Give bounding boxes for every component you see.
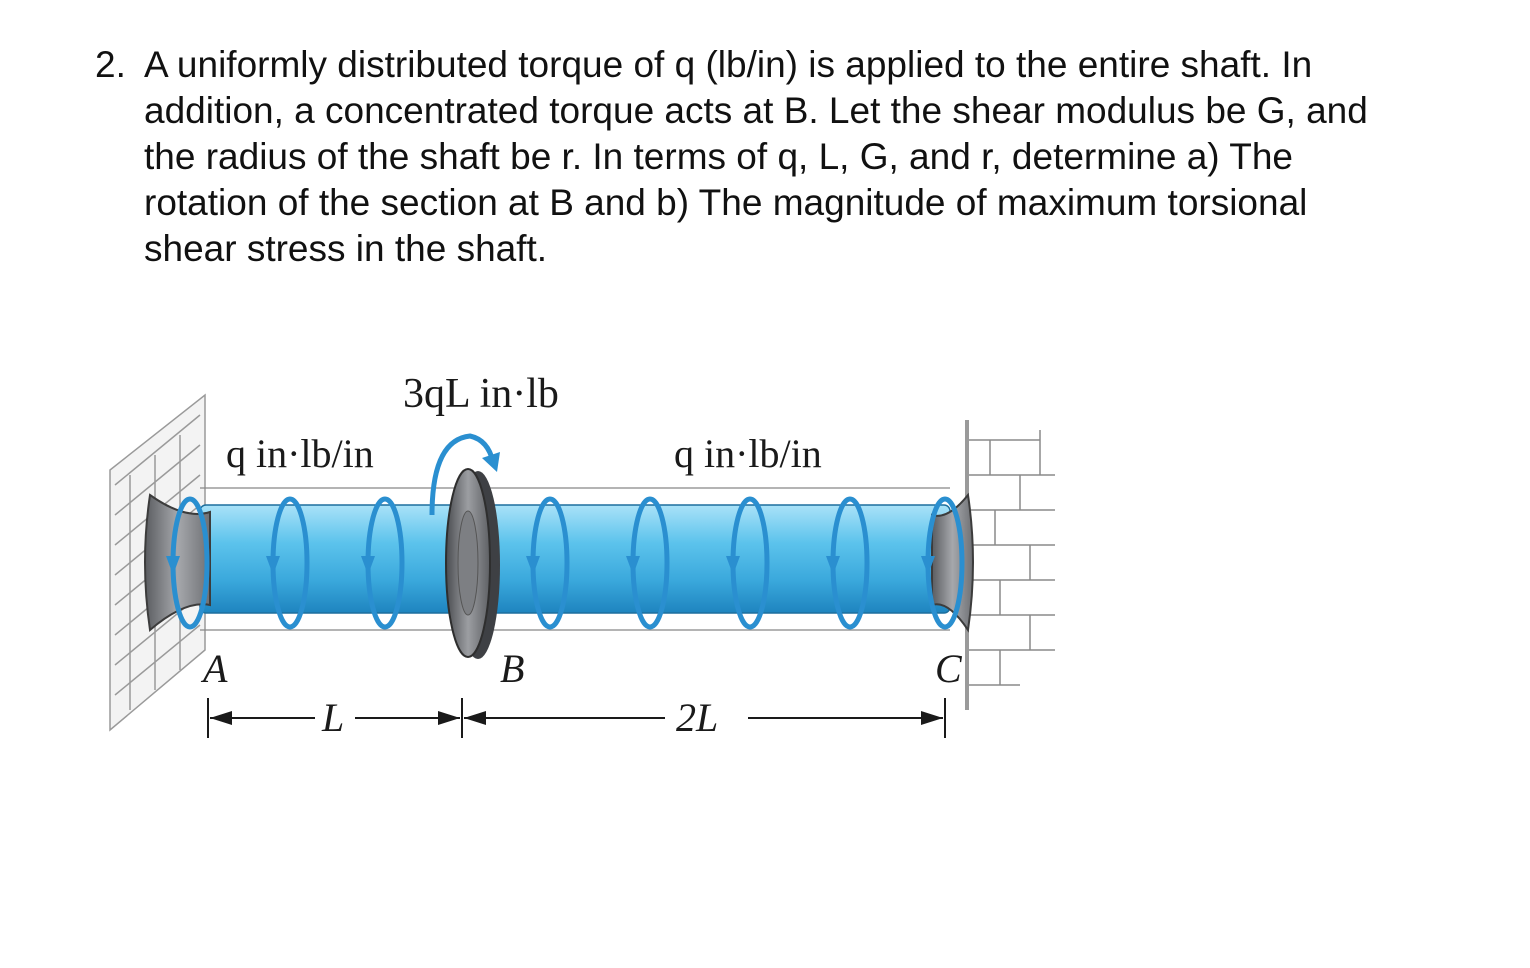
problem-line: shear stress in the shaft. xyxy=(144,228,548,269)
problem-line: the radius of the shaft be r. In terms of q, L, G, and r, determine a) The xyxy=(144,136,1293,177)
point-b-label: B xyxy=(500,646,525,691)
dimension-lines xyxy=(208,698,945,738)
point-c-label: C xyxy=(935,646,962,691)
point-a-label: A xyxy=(203,646,228,691)
concentrated-torque-label: 3qL in·lb xyxy=(403,371,559,417)
dist-torque-label-right: q in·lb/in xyxy=(674,431,822,476)
problem-line: addition, a concentrated torque acts at B. Let the shear modulus be G, and xyxy=(144,90,1368,131)
problem-number: 2. xyxy=(95,44,126,85)
dim-left-label: L xyxy=(322,695,345,740)
problem-line: rotation of the section at B and b) The magnitude of maximum torsional xyxy=(144,182,1308,223)
dim-right-label: 2L xyxy=(676,695,719,740)
right-wall-support xyxy=(965,420,1055,710)
dist-torque-label-left: q in·lb/in xyxy=(226,431,374,476)
problem-line: A uniformly distributed torque of q (lb/in) is applied to the entire shaft. In xyxy=(144,44,1313,85)
disk-b xyxy=(446,469,500,659)
